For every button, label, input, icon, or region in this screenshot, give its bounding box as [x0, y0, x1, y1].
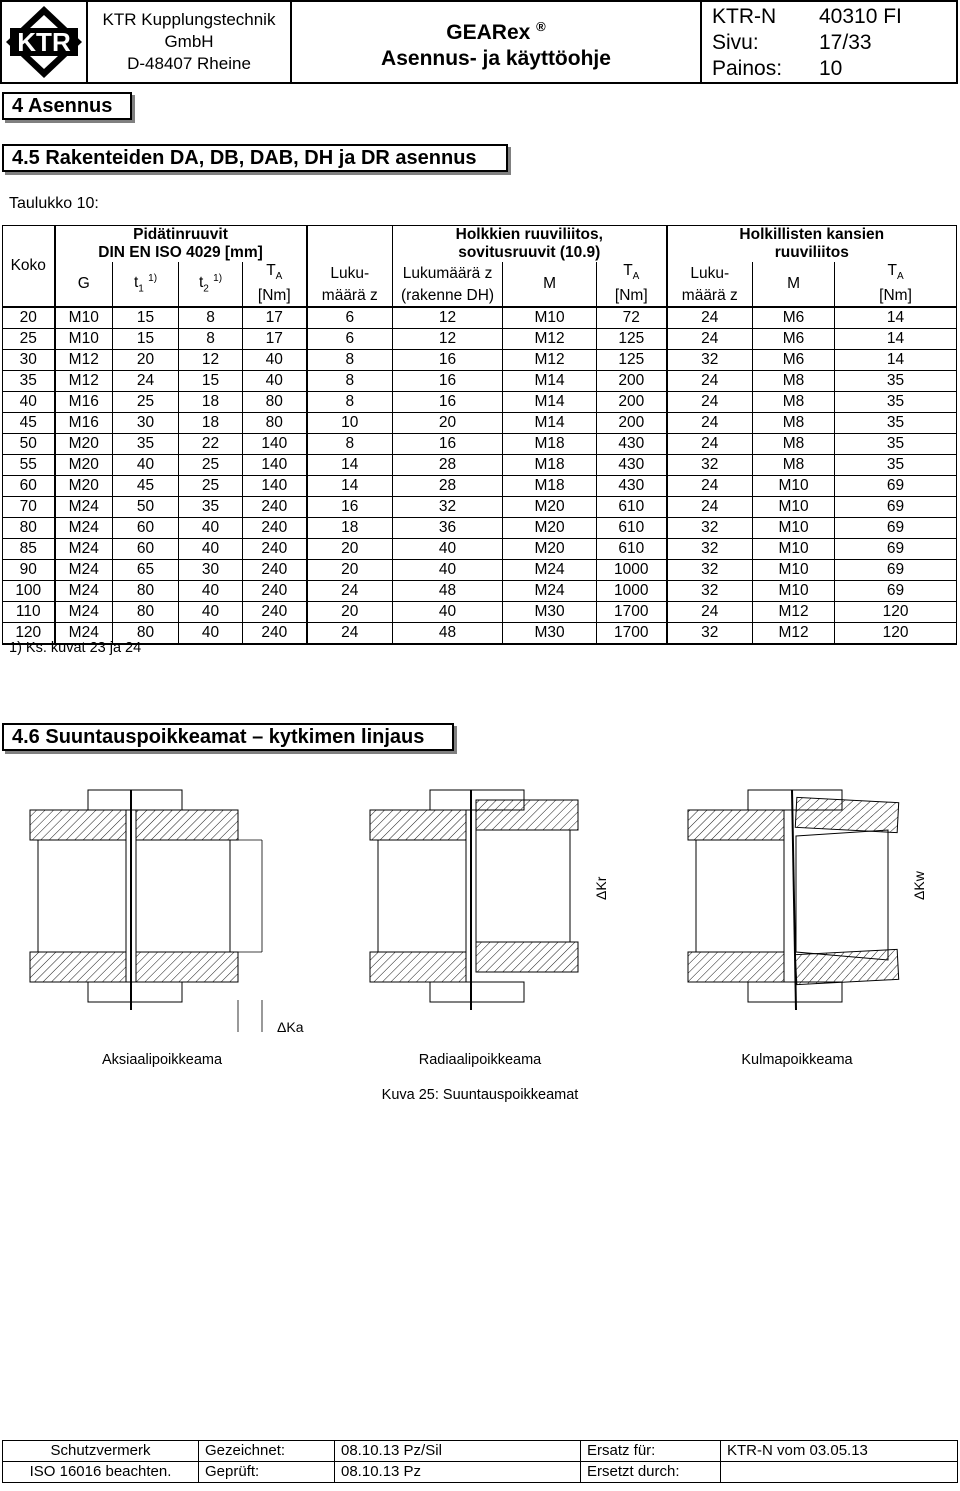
header-rakenne: (rakenne DH): [393, 286, 503, 307]
table-cell: M8: [753, 455, 835, 476]
table-row: [3, 539, 957, 560]
table-cell: 8: [307, 392, 393, 413]
table-cell: 85: [3, 539, 55, 560]
header-t1: $t_1$ $^{1)}$: [113, 262, 179, 307]
header-m: M: [503, 262, 597, 307]
table-cell: 125: [597, 329, 667, 350]
table-cell: 70: [3, 497, 55, 518]
table-cell: M18: [503, 434, 597, 455]
doc-number: 40310 FI: [819, 5, 902, 28]
header-ta: $T_A$: [243, 262, 307, 286]
table-cell: M10: [55, 329, 113, 350]
table-cell: 80: [113, 581, 179, 602]
table-row: [3, 497, 957, 518]
table-cell: M14: [503, 392, 597, 413]
table-cell: 40: [243, 371, 307, 392]
table-cell: 69: [835, 581, 957, 602]
table-cell: 12: [393, 329, 503, 350]
table-cell: 80: [243, 413, 307, 434]
table-cell: 14: [835, 307, 957, 329]
checked-label: Geprüft:: [199, 1462, 335, 1483]
table-cell: M10: [55, 307, 113, 329]
table-cell: M20: [503, 518, 597, 539]
header-group-cover-bolts: Holkillisten kansien ruuviliitos: [667, 226, 957, 263]
table-cell: 24: [667, 476, 753, 497]
table-cell: 40: [179, 602, 243, 623]
table-cell: 25: [179, 476, 243, 497]
table-cell: 15: [113, 307, 179, 329]
table-cell: 69: [835, 560, 957, 581]
table-cell: M10: [753, 476, 835, 497]
table-cell: 35: [835, 392, 957, 413]
table-row: [3, 434, 957, 455]
table-cell: M20: [503, 539, 597, 560]
header-t2: $t_2$ $^{1)}$: [179, 262, 243, 307]
bolt-table: [2, 225, 957, 645]
table-cell: 200: [597, 371, 667, 392]
table-cell: M18: [503, 476, 597, 497]
table-cell: 60: [113, 518, 179, 539]
table-row: [3, 560, 957, 581]
page-footer: [2, 1440, 958, 1483]
table-cell: 32: [667, 455, 753, 476]
header-ta-2: $T_A$: [597, 262, 667, 286]
header-lukumaara: Lukumäärä z: [393, 262, 503, 286]
table-cell: 240: [243, 602, 307, 623]
table-cell: 610: [597, 539, 667, 560]
table-cell: 16: [307, 497, 393, 518]
table-row: [3, 476, 957, 497]
table-cell: 32: [393, 497, 503, 518]
table-cell: M12: [503, 350, 597, 371]
table-cell: M10: [753, 581, 835, 602]
table-cell: 32: [667, 623, 753, 645]
table-cell: 80: [113, 623, 179, 645]
page-number: 17/33: [819, 31, 872, 54]
replaced-by-value: [721, 1462, 958, 1483]
doc-number-label: KTR-N: [712, 5, 777, 28]
edition-label: Painos:: [712, 57, 783, 80]
table-row: [3, 623, 957, 645]
table-cell: 48: [393, 623, 503, 645]
drawn-value: 08.10.13 Pz/Sil: [335, 1441, 581, 1462]
header-maara-z-2: määrä z: [667, 286, 753, 307]
table-cell: 8: [307, 371, 393, 392]
table-cell: 40: [393, 602, 503, 623]
document-info: [702, 2, 958, 82]
table-cell: 48: [393, 581, 503, 602]
table-cell: 50: [113, 497, 179, 518]
table-cell: 24: [307, 623, 393, 645]
table-cell: M10: [753, 497, 835, 518]
table-caption: Taulukko 10:: [9, 195, 99, 212]
table-cell: 80: [3, 518, 55, 539]
table-cell: 18: [307, 518, 393, 539]
section-heading-4: 4 Asennus: [2, 92, 132, 120]
table-cell: 32: [667, 539, 753, 560]
table-cell: 610: [597, 497, 667, 518]
table-cell: 80: [243, 392, 307, 413]
table-cell: 6: [307, 307, 393, 329]
table-cell: 8: [179, 307, 243, 329]
table-cell: 1700: [597, 623, 667, 645]
table-cell: 24: [667, 497, 753, 518]
table-cell: 430: [597, 476, 667, 497]
manual-title: Asennus- ja käyttöohje: [381, 47, 611, 70]
table-cell: 45: [3, 413, 55, 434]
table-cell: M18: [503, 455, 597, 476]
table-cell: 40: [179, 518, 243, 539]
table-cell: 8: [307, 350, 393, 371]
table-cell: M8: [753, 392, 835, 413]
checked-value: 08.10.13 Pz: [335, 1462, 581, 1483]
registered-mark: ®: [536, 19, 546, 34]
table-cell: 55: [3, 455, 55, 476]
table-cell: M6: [753, 307, 835, 329]
table-cell: 140: [243, 434, 307, 455]
table-cell: 22: [179, 434, 243, 455]
table-cell: 17: [243, 329, 307, 350]
table-cell: 24: [667, 392, 753, 413]
table-cell: 24: [307, 581, 393, 602]
table-cell: 60: [3, 476, 55, 497]
table-cell: M24: [55, 518, 113, 539]
table-row: [3, 455, 957, 476]
table-cell: M8: [753, 434, 835, 455]
table-cell: 240: [243, 518, 307, 539]
table-cell: 20: [393, 413, 503, 434]
table-cell: M14: [503, 371, 597, 392]
table-cell: 69: [835, 518, 957, 539]
axial-misalignment-figure: [30, 790, 304, 1035]
table-cell: M8: [753, 413, 835, 434]
misalignment-figures: [0, 770, 960, 1040]
table-cell: 30: [3, 350, 55, 371]
table-cell: 35: [179, 497, 243, 518]
table-cell: 24: [667, 434, 753, 455]
table-cell: 69: [835, 497, 957, 518]
table-cell: 40: [179, 581, 243, 602]
table-cell: 20: [307, 560, 393, 581]
table-cell: M12: [503, 329, 597, 350]
table-cell: 14: [307, 476, 393, 497]
radial-misalignment-figure: [370, 790, 609, 1010]
table-cell: 100: [3, 581, 55, 602]
table-cell: 32: [667, 350, 753, 371]
protection-note: Schutzvermerk: [3, 1441, 199, 1462]
table-cell: M14: [503, 413, 597, 434]
table-cell: M12: [55, 371, 113, 392]
table-cell: 40: [3, 392, 55, 413]
table-cell: 24: [667, 307, 753, 329]
table-cell: M20: [55, 434, 113, 455]
header-ta-3-unit: [Nm]: [835, 286, 957, 307]
table-cell: 240: [243, 560, 307, 581]
table-cell: 16: [393, 434, 503, 455]
table-cell: 24: [667, 329, 753, 350]
header-luku-2: Luku-: [667, 262, 753, 286]
table-cell: 240: [243, 497, 307, 518]
table-cell: M10: [753, 560, 835, 581]
table-cell: M10: [753, 518, 835, 539]
table-cell: M24: [55, 497, 113, 518]
table-cell: 32: [667, 518, 753, 539]
table-cell: 90: [3, 560, 55, 581]
table-cell: 65: [113, 560, 179, 581]
table-cell: 12: [393, 307, 503, 329]
table-cell: 35: [113, 434, 179, 455]
table-cell: M20: [55, 476, 113, 497]
table-cell: 15: [113, 329, 179, 350]
table-cell: 72: [597, 307, 667, 329]
table-cell: M10: [503, 307, 597, 329]
table-cell: 8: [307, 434, 393, 455]
figure-label-radial: Radiaalipoikkeama: [418, 1052, 542, 1068]
table-cell: 28: [393, 455, 503, 476]
table-cell: 10: [307, 413, 393, 434]
table-cell: M6: [753, 329, 835, 350]
table-cell: 430: [597, 434, 667, 455]
table-cell: M10: [753, 539, 835, 560]
company-city: D-48407 Rheine: [127, 54, 251, 73]
header-group-retaining-screws: Pidätinruuvit DIN EN ISO 4029 [mm]: [55, 226, 307, 263]
table-cell: 40: [393, 560, 503, 581]
table-cell: 20: [113, 350, 179, 371]
table-cell: 610: [597, 518, 667, 539]
figure-label-angular: Kulmapoikkeama: [741, 1052, 853, 1068]
table-cell: 50: [3, 434, 55, 455]
table-row: [3, 602, 957, 623]
table-cell: 120: [835, 623, 957, 645]
table-cell: M24: [55, 602, 113, 623]
header-ta-3: $T_A$: [835, 262, 957, 286]
table-cell: 40: [179, 539, 243, 560]
table-cell: 18: [179, 413, 243, 434]
table-cell: M6: [753, 350, 835, 371]
table-cell: M24: [55, 539, 113, 560]
figure-caption: Kuva 25: Suuntauspoikkeamat: [381, 1087, 579, 1103]
table-cell: 35: [835, 434, 957, 455]
table-cell: M16: [55, 392, 113, 413]
company-form: GmbH: [164, 32, 214, 51]
table-cell: 430: [597, 455, 667, 476]
table-cell: 18: [179, 392, 243, 413]
table-cell: 69: [835, 476, 957, 497]
table-cell: 120: [3, 623, 55, 645]
table-cell: 16: [393, 371, 503, 392]
table-cell: 40: [179, 623, 243, 645]
axial-mark: ΔKa: [277, 1019, 304, 1035]
replaces-value: KTR-N vom 03.05.13: [721, 1441, 958, 1462]
table-cell: 240: [243, 623, 307, 645]
table-cell: M12: [753, 602, 835, 623]
header-ta-unit: [Nm]: [243, 286, 307, 307]
figure-label-axial: Aksiaalipoikkeama: [101, 1052, 223, 1068]
edition-number: 10: [819, 57, 843, 80]
table-cell: 15: [179, 371, 243, 392]
table-cell: 20: [307, 539, 393, 560]
replaced-by-label: Ersetzt durch:: [581, 1462, 721, 1483]
table-cell: 36: [393, 518, 503, 539]
document-title: [292, 2, 702, 82]
table-footnote: 1) Ks. kuvat 23 ja 24: [9, 640, 142, 656]
section-heading-4-6: 4.6 Suuntauspoikkeamat – kytkimen linjaus: [2, 723, 454, 751]
drawn-label: Gezeichnet:: [199, 1441, 335, 1462]
table-cell: 35: [835, 413, 957, 434]
angular-mark: ΔKw: [911, 871, 927, 900]
table-cell: 69: [835, 539, 957, 560]
table-cell: 40: [113, 455, 179, 476]
table-cell: 25: [113, 392, 179, 413]
iso-note: ISO 16016 beachten.: [3, 1462, 199, 1483]
table-cell: 14: [835, 329, 957, 350]
page-header: [0, 0, 958, 84]
table-row: [3, 413, 957, 434]
table-cell: 1000: [597, 581, 667, 602]
table-cell: M16: [55, 413, 113, 434]
table-cell: 32: [667, 560, 753, 581]
table-cell: 24: [667, 371, 753, 392]
table-row: [3, 518, 957, 539]
table-cell: 200: [597, 413, 667, 434]
table-cell: 25: [179, 455, 243, 476]
table-cell: 17: [243, 307, 307, 329]
company-name: KTR Kupplungstechnik: [102, 10, 276, 29]
table-cell: 60: [113, 539, 179, 560]
table-cell: M24: [55, 581, 113, 602]
table-cell: M12: [55, 350, 113, 371]
table-cell: 30: [179, 560, 243, 581]
table-cell: M30: [503, 623, 597, 645]
table-cell: 20: [3, 307, 55, 329]
table-cell: 24: [667, 602, 753, 623]
table-cell: 140: [243, 476, 307, 497]
page-label: Sivu:: [712, 31, 759, 54]
radial-mark: ΔKr: [593, 876, 609, 900]
header-koko: Koko: [3, 226, 55, 308]
table-cell: 40: [393, 539, 503, 560]
table-cell: 120: [835, 602, 957, 623]
table-cell: 40: [243, 350, 307, 371]
table-cell: 16: [393, 350, 503, 371]
table-row: [3, 350, 957, 371]
table-cell: 1000: [597, 560, 667, 581]
table-row: [3, 581, 957, 602]
table-cell: 80: [113, 602, 179, 623]
table-cell: 30: [113, 413, 179, 434]
angular-misalignment-figure: [688, 790, 927, 1010]
header-group-sleeve-bolts: Holkkien ruuviliitos, sovitusruuvit (10.9): [393, 226, 667, 263]
table-cell: 240: [243, 539, 307, 560]
table-row: [3, 371, 957, 392]
table-cell: 45: [113, 476, 179, 497]
table-cell: 24: [113, 371, 179, 392]
table-cell: 35: [835, 371, 957, 392]
table-cell: 125: [597, 350, 667, 371]
table-cell: 25: [3, 329, 55, 350]
table-cell: 240: [243, 581, 307, 602]
header-ta-2-unit: [Nm]: [597, 286, 667, 307]
table-cell: M12: [753, 623, 835, 645]
header-m-2: M: [753, 262, 835, 307]
table-row: [3, 392, 957, 413]
table-cell: 35: [835, 455, 957, 476]
table-cell: M24: [503, 581, 597, 602]
replaces-label: Ersatz für:: [581, 1441, 721, 1462]
table-cell: 28: [393, 476, 503, 497]
table-cell: 200: [597, 392, 667, 413]
table-cell: 14: [307, 455, 393, 476]
table-cell: M30: [503, 602, 597, 623]
table-cell: M24: [55, 623, 113, 645]
table-cell: 1700: [597, 602, 667, 623]
table-cell: M24: [55, 560, 113, 581]
table-cell: 6: [307, 329, 393, 350]
table-cell: M8: [753, 371, 835, 392]
table-cell: 16: [393, 392, 503, 413]
header-g: G: [55, 262, 113, 307]
table-cell: 24: [667, 413, 753, 434]
section-heading-4-5: 4.5 Rakenteiden DA, DB, DAB, DH ja DR asennus: [2, 144, 508, 172]
table-cell: 35: [3, 371, 55, 392]
table-cell: 12: [179, 350, 243, 371]
table-cell: M24: [503, 560, 597, 581]
company-address: [88, 2, 292, 82]
header-maara-z: määrä z: [307, 286, 393, 307]
table-cell: 32: [667, 581, 753, 602]
logo-text: KTR: [17, 27, 71, 57]
ktr-logo: [2, 2, 88, 82]
table-cell: 110: [3, 602, 55, 623]
table-cell: M20: [503, 497, 597, 518]
table-cell: 8: [179, 329, 243, 350]
table-row: [3, 307, 957, 329]
header-luku: Luku-: [307, 262, 393, 286]
table-cell: M20: [55, 455, 113, 476]
table-row: [3, 329, 957, 350]
table-cell: 20: [307, 602, 393, 623]
table-cell: 14: [835, 350, 957, 371]
product-name: GEARex: [446, 21, 531, 44]
table-cell: 140: [243, 455, 307, 476]
